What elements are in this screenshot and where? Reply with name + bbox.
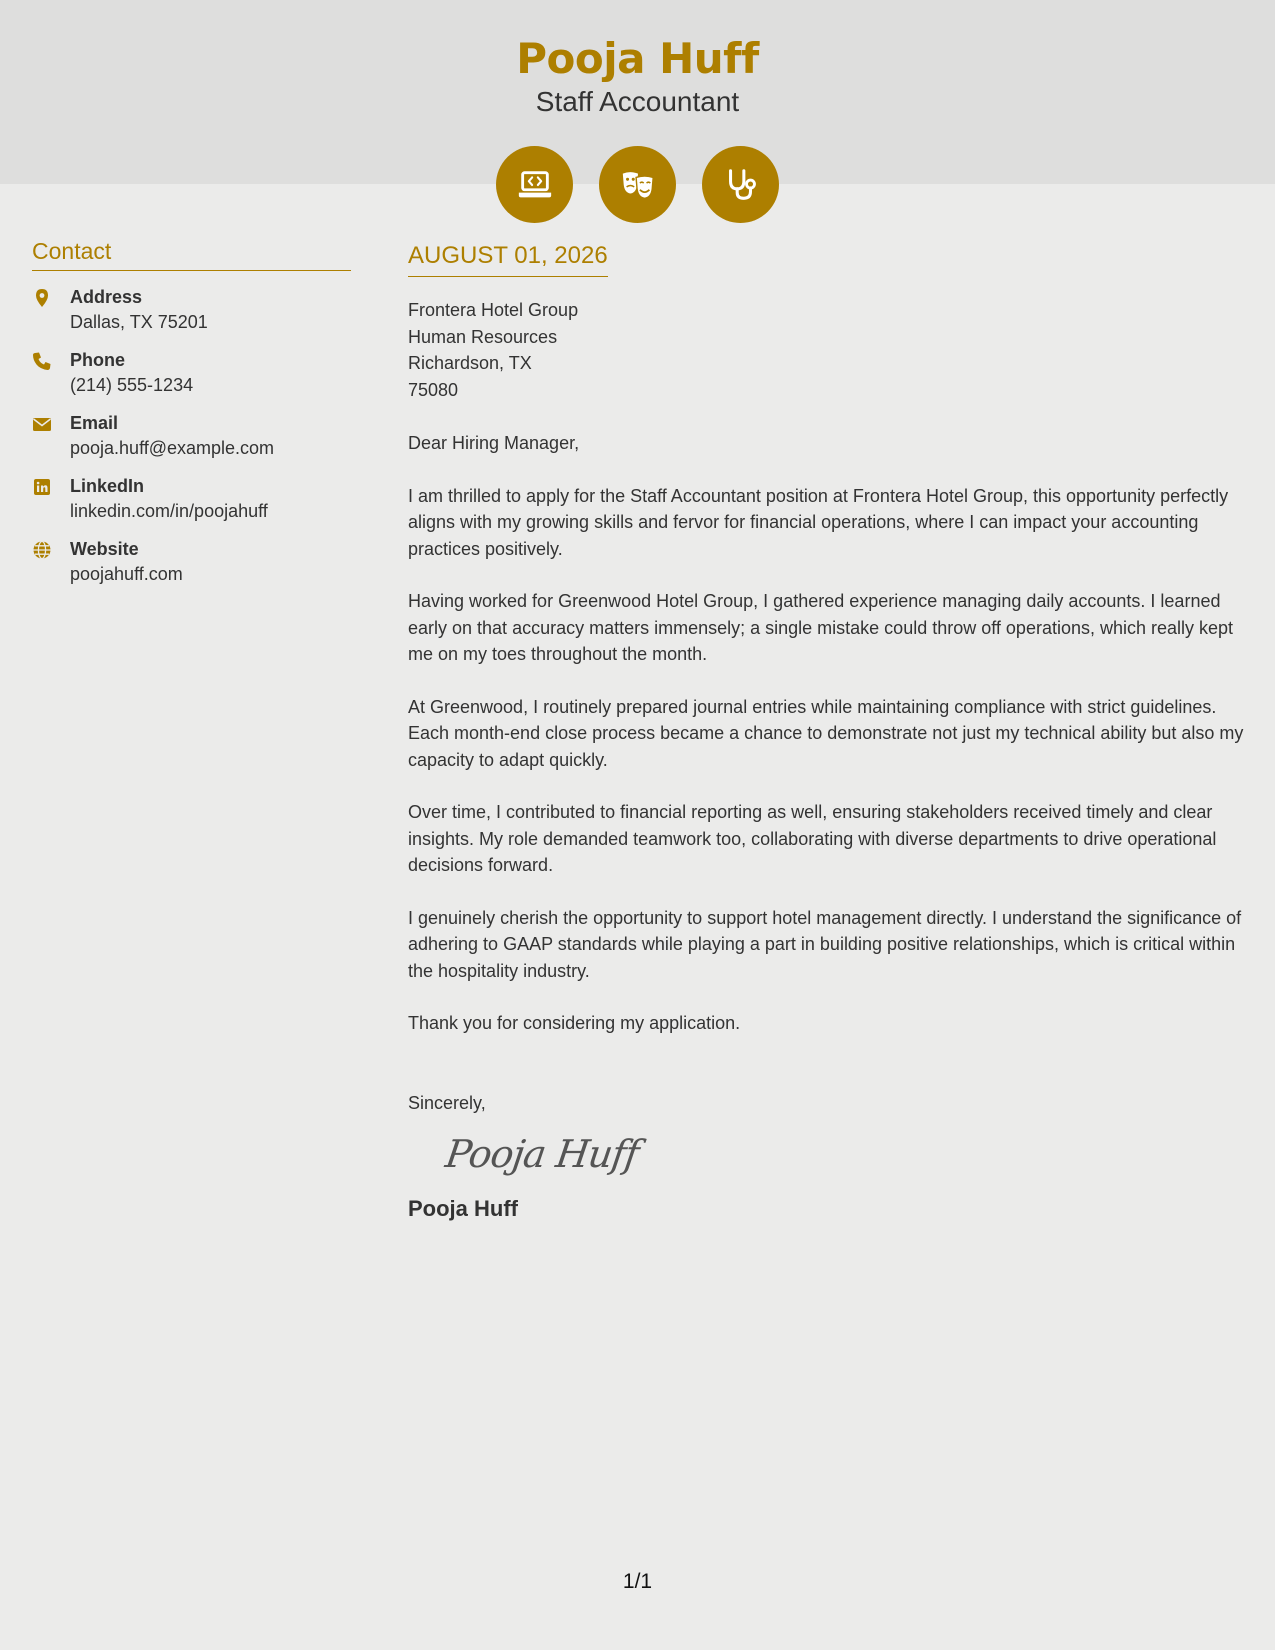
signed-name: Pooja Huff bbox=[408, 1196, 518, 1221]
paragraph: Having worked for Greenwood Hotel Group, I gathered experience managing daily accounts. I learned early on that accuracy matters immensely; a single mistake could throw off operations, which really kept me on my toes throughout the month. bbox=[408, 591, 1234, 664]
letter-date: AUGUST 01, 2026 bbox=[408, 242, 608, 277]
handwritten-signature: Pooja Huff bbox=[442, 1132, 642, 1176]
envelope-icon bbox=[32, 414, 52, 434]
contact-item-email bbox=[32, 411, 351, 461]
salutation: Dear Hiring Manager, bbox=[408, 433, 580, 453]
paragraph: I am thrilled to apply for the Staff Accountant position at Frontera Hotel Group, this opportunity perfectly aligns with my growing skills and fervor for financial operations, where I can impact your accounting practices positively. bbox=[408, 485, 1229, 559]
contact-value: pooja.huff@example.com bbox=[70, 438, 275, 458]
contact-label: Email bbox=[70, 413, 119, 433]
recipient-line: 75080 bbox=[408, 379, 459, 400]
page-number: 1/1 bbox=[622, 1570, 653, 1593]
contact-sidebar bbox=[32, 238, 351, 600]
contact-list bbox=[32, 285, 351, 587]
theater-masks-icon bbox=[619, 166, 657, 204]
interest-icons bbox=[0, 146, 1275, 223]
contact-item-linkedin bbox=[32, 474, 351, 524]
laptop-code-circle bbox=[496, 146, 573, 223]
contact-label: Phone bbox=[70, 350, 126, 370]
phone-icon bbox=[32, 351, 52, 371]
paragraph: Over time, I contributed to financial reporting as well, ensuring stakeholders received timely and clear insights. My role demanded teamwork too, collaborating with diverse departments to drive operational decisions forward. bbox=[408, 802, 1217, 875]
contact-value: (214) 555-1234 bbox=[70, 375, 194, 395]
contact-item-website bbox=[32, 537, 351, 587]
paragraph: Thank you for considering my application. bbox=[408, 1013, 741, 1033]
candidate-name: Pooja Huff bbox=[516, 34, 759, 83]
contact-label: LinkedIn bbox=[70, 476, 145, 496]
contact-value: linkedin.com/in/poojahuff bbox=[70, 501, 268, 521]
contact-label: Website bbox=[70, 539, 139, 559]
laptop-code-icon bbox=[516, 166, 554, 204]
stethoscope-icon bbox=[722, 166, 760, 204]
contact-value: poojahuff.com bbox=[70, 564, 183, 584]
contact-item-phone bbox=[32, 348, 351, 398]
recipient-block bbox=[408, 297, 1253, 403]
map-pin-icon bbox=[32, 288, 52, 308]
paragraph: I genuinely cherish the opportunity to support hotel management directly. I understand the significance of adhering to GAAP standards while playing a part in building positive relationships, which is critical within the hospitality industry. bbox=[408, 907, 1242, 981]
paragraph: At Greenwood, I routinely prepared journal entries while maintaining compliance with strict guidelines. Each month-end close process became a chance to demonstrate not just my technical ability but also my capacity to adapt quickly. bbox=[408, 696, 1244, 770]
contact-item-address bbox=[32, 285, 351, 335]
contact-value: Dallas, TX 75201 bbox=[70, 312, 208, 332]
theater-masks-circle bbox=[599, 146, 676, 223]
recipient-line: Human Resources bbox=[408, 326, 558, 347]
contact-label: Address bbox=[70, 287, 143, 307]
contact-heading: Contact bbox=[32, 238, 351, 271]
globe-icon bbox=[32, 540, 52, 560]
linkedin-icon bbox=[32, 477, 52, 497]
closing: Sincerely, bbox=[408, 1092, 486, 1113]
job-title: Staff Accountant bbox=[535, 86, 740, 117]
letter-body bbox=[408, 242, 1253, 1222]
stethoscope-circle bbox=[702, 146, 779, 223]
recipient-line: Frontera Hotel Group bbox=[408, 300, 579, 320]
recipient-line: Richardson, TX bbox=[408, 353, 532, 373]
